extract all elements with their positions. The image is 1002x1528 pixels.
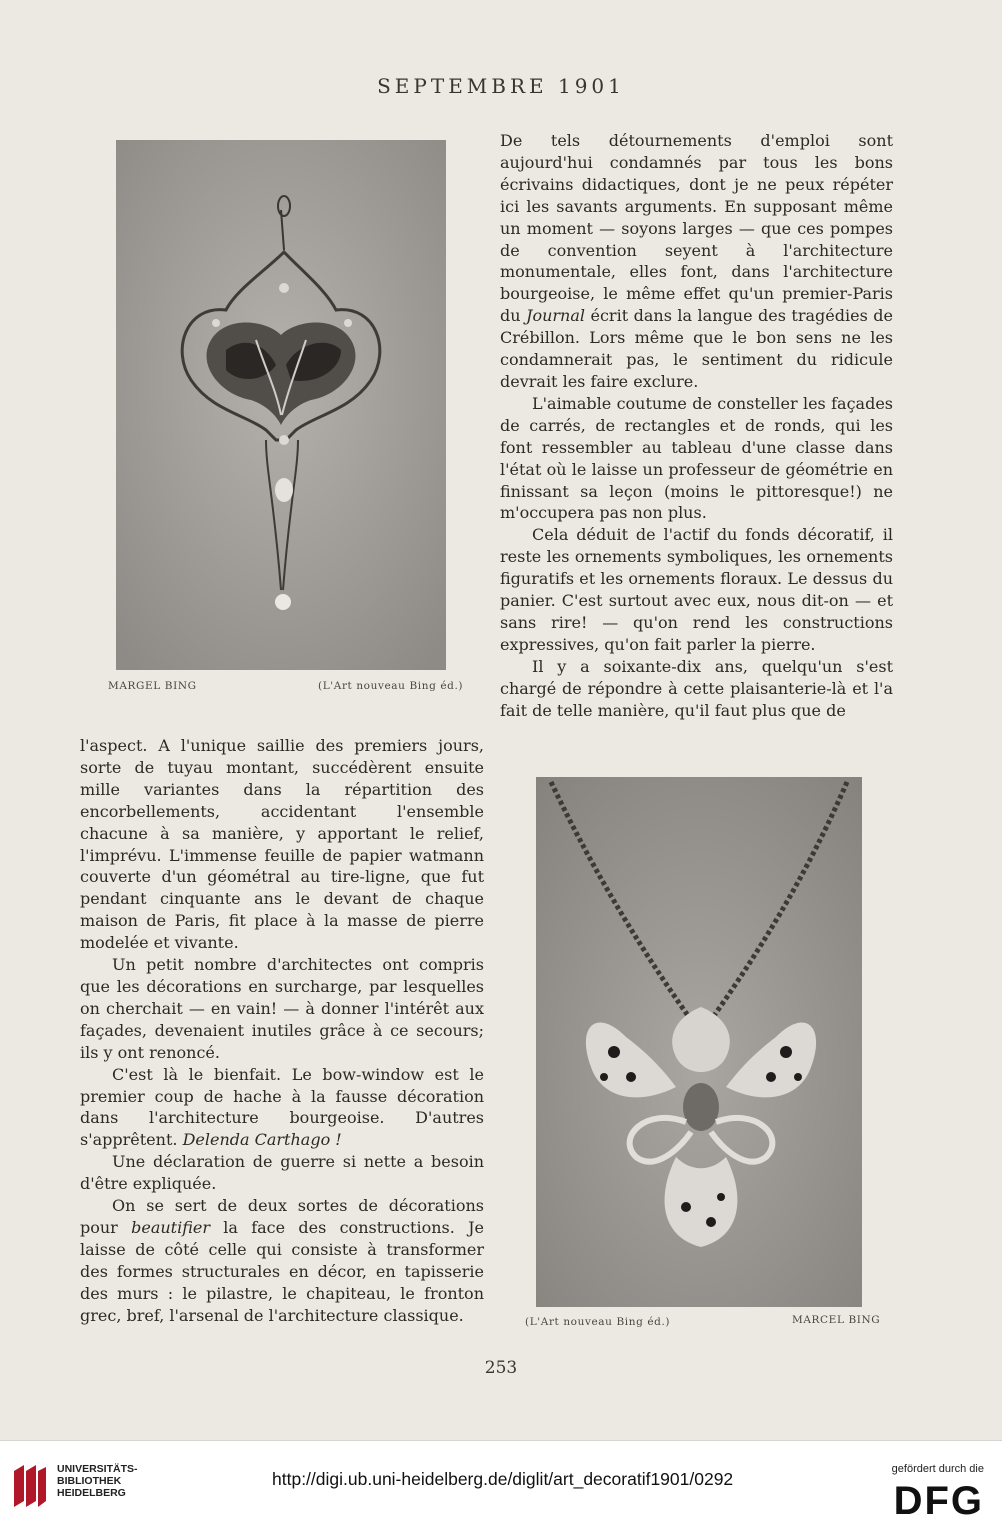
paragraph: l'aspect. A l'unique saillie des premiers jours, sorte de tuyau montant, succédèrent ensuite mille variantes dans la répartition des encorbellements, accidentant l'ensemble chacune à sa manière, y apportant le relief, l'imprévu. L'immense feuille de papier watmann couverte d'un géométral au tire-ligne, que fut pendant cinquante ans le devant de chaque maison de Paris, fit place à la masse de pierre modelée et vivante.	[80, 736, 484, 953]
figure2-caption-left: (L'Art nouveau Bing éd.)	[525, 1316, 671, 1328]
university-library-logo-icon	[10, 1461, 50, 1511]
figure2-caption-right: MARCEL BING	[792, 1314, 881, 1326]
italic-phrase: Delenda Carthago !	[182, 1130, 342, 1150]
page-number: 253	[484, 1358, 518, 1378]
source-url-link[interactable]: http://digi.ub.uni-heidelberg.de/diglit/art_decoratif1901/0292	[272, 1469, 734, 1489]
paragraph: Cela déduit de l'actif du fonds décoratif, il reste les ornements symboliques, les ornements figuratifs et les ornements floraux. Le dessus du panier. C'est surtout avec eux, nous dit-on — et sans rire! — qu'on rend les constructions expressives, qu'on fait parler la pierre.	[500, 525, 893, 654]
italic-word: beautifier	[131, 1217, 210, 1237]
pendant-plate-image	[116, 140, 446, 670]
paragraph: C'est là le bienfait. Le bow-window est le premier coup de hache à la fausse décoration dans l'architecture bourgeoise. D'autres s'apprêtent. Delenda Carthago !	[80, 1064, 484, 1150]
library-name: UNIVERSITÄTS- BIBLIOTHEK HEIDELBERG	[57, 1463, 138, 1499]
digitization-footer	[0, 1440, 1002, 1528]
figure1-caption-right: (L'Art nouveau Bing éd.)	[318, 680, 464, 692]
figure1-caption-left: MARGEL BING	[108, 680, 197, 692]
left-text-column	[80, 735, 484, 1326]
paragraph: De tels détournements d'emploi sont aujourd'hui condamnés par tous les bons écrivains didactiques, dont je ne peux répéter ici les savants arguments. En supposant même un moment — soyons larges — que ces pompes de convention seyent à l'architecture monumentale, elles font, dans l'architecture bourgeoise, le même effet qu'un premier-Paris du Journal écrit dans la langue des tragédies de Crébillon. Lors même que le bon sens ne les condamnerait pas, le sentiment du ridicule devrait les faire exclure.	[500, 131, 894, 391]
running-title: SEPTEMBRE 1901	[377, 74, 625, 98]
paragraph: Il y a soixante-dix ans, quelqu'un s'est chargé de répondre à cette plaisanterie-là et l'a fait de telle manière, qu'il faut plus que de	[500, 656, 893, 720]
necklace-plate-image	[536, 777, 862, 1307]
paragraph: Une déclaration de guerre si nette a besoin d'être expliquée.	[80, 1152, 484, 1194]
pendant-illustration	[116, 140, 446, 670]
italic-title: Journal	[526, 306, 586, 326]
necklace-illustration	[536, 777, 862, 1307]
paragraph: On se sert de deux sortes de décorations pour beautifier la face des constructions. Je laisse de côté celle qui consiste à transformer des formes structurales en décor, en tapisserie des murs : le pilastre, le chapiteau, le fronton grec, bref, l'arsenal de l'architecture classique.	[80, 1196, 484, 1325]
paragraph: Un petit nombre d'architectes ont compris que les décorations en surcharge, par lesquelles on cherchait — en vain! — à donner l'intérêt aux façades, devenaient inutiles grâce à ce secours; ils y ont renoncé.	[80, 955, 484, 1062]
right-text-column	[500, 130, 893, 721]
paragraph: L'aimable coutume de consteller les façades de carrés, de rectangles et de ronds, qui les font ressembler au tableau d'une classe dans l'état où le laisse un professeur de géométrie en finissant sa leçon (moins le pittoresque!) ne m'occupera pas non plus.	[500, 393, 893, 523]
dfg-logo: DFG	[893, 1479, 984, 1523]
funded-by-label: gefördert durch die	[891, 1463, 984, 1475]
